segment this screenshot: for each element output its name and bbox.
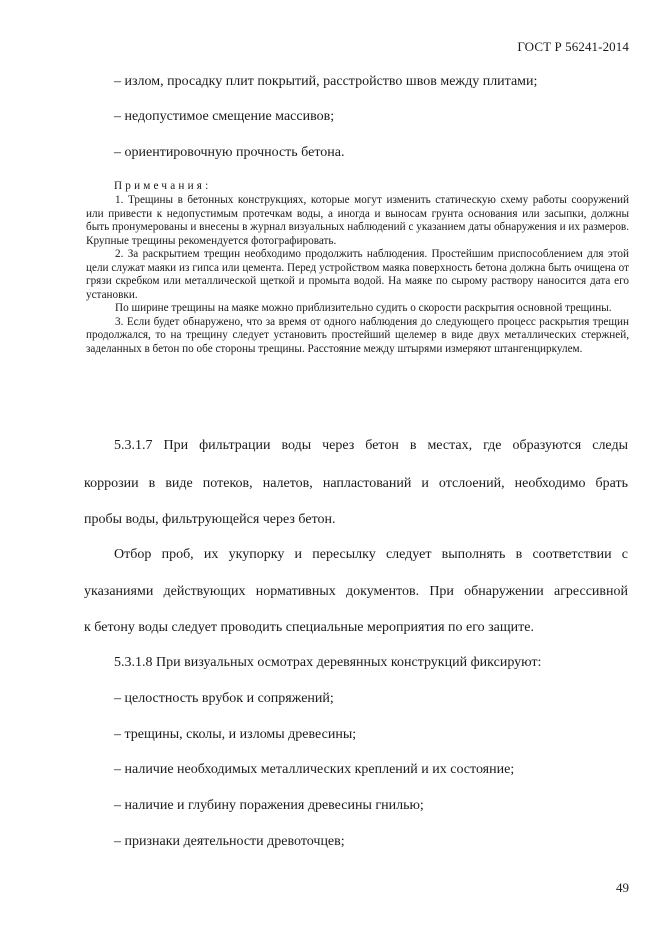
- paragraph-line: коррозии в виде потеков, налетов, напластований и отслоений, необходимо брать: [84, 476, 628, 491]
- paragraph-line: пробы воды, фильтрующейся через бетон.: [84, 512, 336, 527]
- note-paragraph: 3. Если будет обнаружено, что за время от одного наблюдения до следующего процесс раскрытия трещин продолжался, то на трещину следует установить простейший щелемер в виде двух металлических стержней, заделанных в бетон по обе стороны трещины. Расстояние между штырями измеряют штангенциркулем.: [86, 315, 629, 355]
- note-paragraph: 1. Трещины в бетонных конструкциях, которые могут изменить статическую схему работы сооружений или привести к недопустимым протечкам воды, а иногда и выносам грунта основания или засыпки, должны быть пронумерованы и внесены в журнал визуальных наблюдений с указанием даты обнаружения и их размеров. Крупные трещины рекомендуется фотографировать.: [86, 194, 629, 247]
- list-item: – целостность врубок и сопряжений;: [114, 691, 334, 706]
- list-item: – наличие и глубину поражения древесины гнилью;: [114, 798, 424, 813]
- list-item: – ориентировочную прочность бетона.: [114, 145, 345, 160]
- notes-title-text: Примечания:: [114, 180, 212, 192]
- list-item: – излом, просадку плит покрытий, расстройство швов между плитами;: [114, 74, 538, 89]
- notes-block: [86, 194, 629, 356]
- note-paragraph: 2. За раскрытием трещин необходимо продолжить наблюдения. Простейшим приспособлением для этой цели служат маяки из гипса или цемента. Перед устройством маяка поверхность бетона должна быть очищена от грязи скребком или металлической щеткой и промыта водой. На маяке по сырому раствору наносится дата его установки.: [86, 248, 629, 301]
- document-header: ГОСТ Р 56241-2014: [517, 39, 629, 54]
- list-item: – трещины, сколы, и изломы древесины;: [114, 727, 357, 742]
- paragraph-line: к бетону воды следует проводить специальные мероприятия по его защите.: [84, 620, 534, 635]
- paragraph-line: указаниями действующих нормативных документов. При обнаружении агрессивной: [84, 584, 628, 599]
- paragraph-line: Отбор проб, их укупорку и пересылку следует выполнять в соответствии с: [114, 547, 628, 562]
- note-paragraph: По ширине трещины на маяке можно приблизительно судить о скорости раскрытия основной трещины.: [115, 302, 612, 314]
- list-item: – наличие необходимых металлических креплений и их состояние;: [114, 762, 515, 777]
- section-intro: 5.3.1.8 При визуальных осмотрах деревянных конструкций фиксируют:: [114, 655, 542, 670]
- paragraph-line: 5.3.1.7 При фильтрации воды через бетон в местах, где образуются следы: [114, 438, 628, 453]
- notes-title: [114, 180, 211, 194]
- list-item: – недопустимое смещение массивов;: [114, 109, 335, 124]
- list-item: – признаки деятельности древоточцев;: [114, 834, 345, 849]
- page-number: 49: [616, 880, 629, 895]
